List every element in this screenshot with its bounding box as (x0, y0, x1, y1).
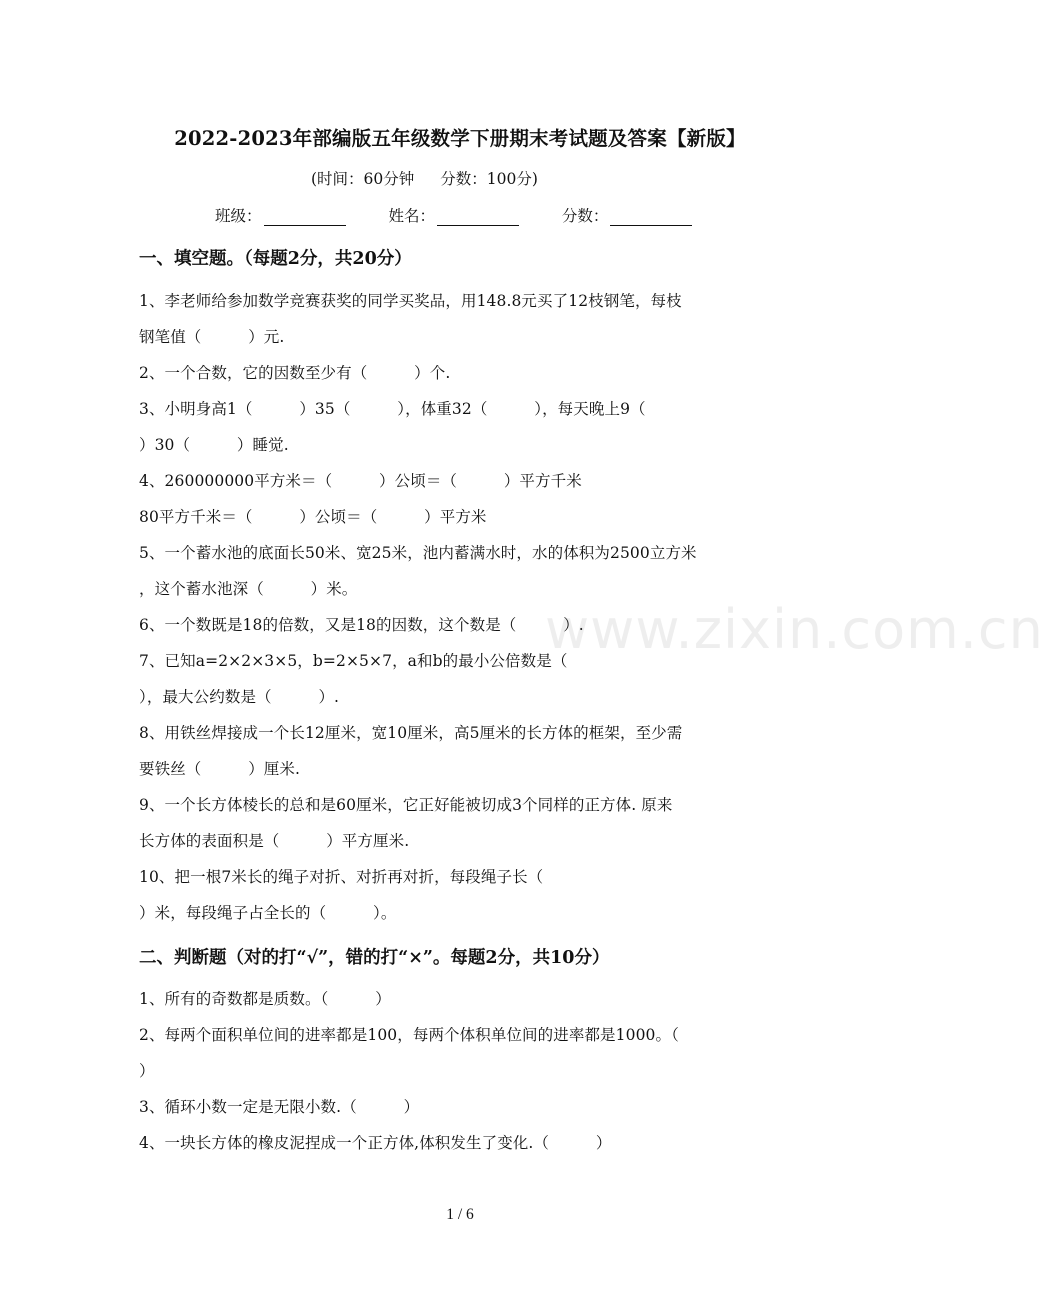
page-title: 2022-2023年部编版五年级数学下册期末考试题及答案【新版】 (174, 127, 746, 150)
score-info: 分数：100分) (440, 170, 538, 188)
score-blank[interactable] (610, 209, 692, 226)
score-field (562, 204, 693, 226)
page-number: 1 / 6 (446, 1206, 474, 1223)
question-line: 6、一个数既是18的倍数，又是18的因数，这个数是（ ）. (139, 616, 584, 634)
question-line: 2、一个合数，它的因数至少有（ ）个. (139, 364, 451, 382)
question-line: 1、李老师给参加数学竞赛获奖的同学买奖品，用148.8元买了12枝钢笔，每枝 (139, 292, 682, 310)
score-label: 分数： (561, 207, 609, 225)
class-field (215, 204, 346, 226)
section-heading-true-false: 二、判断题（对的打“√”，错的打“×”。每题2分，共10分） (139, 948, 610, 968)
question-line: 8、用铁丝焊接成一个长12厘米，宽10厘米，高5厘米的长方体的框架，至少需 (139, 724, 683, 742)
question-line: 长方体的表面积是（ ）平方厘米. (139, 832, 410, 850)
question-line: 4、260000000平方米＝（ ）公顷＝（ ）平方千米 (139, 472, 582, 490)
question-line: ，这个蓄水池深（ ）米。 (139, 580, 358, 598)
name-blank[interactable] (437, 209, 519, 226)
question-line: 3、小明身高1（ ）35（ ），体重32（ ），每天晚上9（ (139, 400, 646, 418)
watermark: www.zixin.com.cn (545, 598, 1044, 661)
question-line: 80平方千米＝（ ）公顷＝（ ）平方米 (139, 508, 487, 526)
class-label: 班级： (215, 207, 262, 225)
question-line: 1、所有的奇数都是质数。（ ） (139, 990, 391, 1008)
question-line: ），最大公约数是（ ）. (139, 688, 340, 706)
question-line: ）米，每段绳子占全长的（ ）。 (139, 904, 397, 922)
question-line: 9、一个长方体棱长的总和是60厘米，它正好能被切成3个同样的正方体. 原来 (139, 796, 673, 814)
question-line: 要铁丝（ ）厘米. (139, 760, 301, 778)
name-field (388, 204, 519, 226)
question-line: 4、一块长方体的橡皮泥捏成一个正方体,体积发生了变化.（ ） (139, 1134, 612, 1152)
question-line: 钢笔值（ ）元. (139, 328, 285, 346)
question-line: 7、已知a=2×2×3×5，b=2×5×7，a和b的最小公倍数是（ (139, 652, 568, 670)
question-line: 5、一个蓄水池的底面长50米、宽25米，池内蓄满水时，水的体积为2500立方米 (139, 544, 697, 562)
question-line: 2、每两个面积单位间的进率都是100，每两个体积单位间的进率都是1000。（ (139, 1026, 679, 1044)
question-line: 3、循环小数一定是无限小数.（ ） (139, 1098, 420, 1116)
question-line: ） (139, 1062, 155, 1080)
class-blank[interactable] (264, 209, 346, 226)
exam-info (311, 167, 538, 189)
name-label: 姓名： (388, 207, 435, 225)
question-line: ）30（ ）睡觉. (139, 436, 289, 454)
question-line: 10、把一根7米长的绳子对折、对折再对折，每段绳子长（ (139, 868, 544, 886)
time-info: (时间：60分钟 (311, 170, 415, 188)
student-info-row (215, 204, 692, 226)
section-heading-fill-blank: 一、填空题。（每题2分，共20分） (139, 249, 412, 269)
